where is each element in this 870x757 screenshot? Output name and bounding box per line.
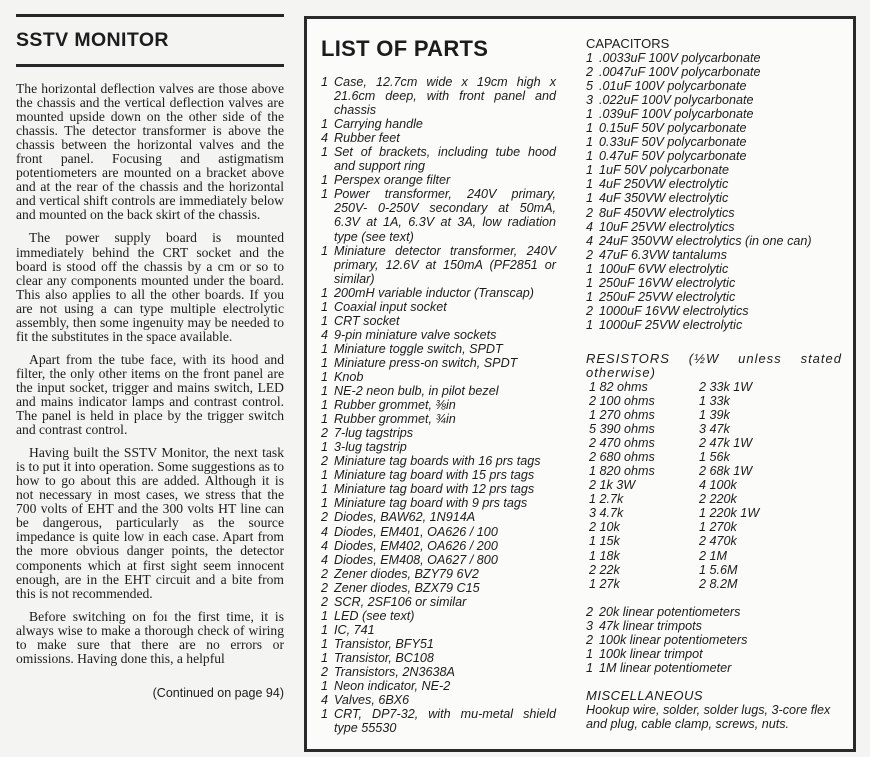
- item-quantity: 1: [321, 650, 329, 665]
- item-quantity: 1: [586, 646, 594, 661]
- list-item: [321, 665, 556, 679]
- resistor-entry: 2 22k: [589, 562, 620, 577]
- item-quantity: 2: [321, 426, 329, 441]
- list-item: [321, 342, 556, 356]
- article-column: [16, 14, 284, 700]
- list-item: [321, 553, 556, 567]
- resistor-entry: 2 680 ohms: [589, 450, 655, 465]
- resistor-entry: 2 220k: [699, 492, 737, 507]
- item-quantity: 1: [586, 191, 594, 206]
- list-item: [586, 647, 848, 661]
- misc-heading: MISCELLANEOUS: [586, 687, 704, 703]
- list-item: [321, 384, 556, 398]
- item-quantity: 4: [586, 219, 594, 234]
- item-description: 20k linear potentiometers: [599, 604, 741, 619]
- list-item: [586, 177, 848, 191]
- resistor-entry: 1 82 ohms: [589, 379, 648, 394]
- item-quantity: 1: [321, 384, 329, 399]
- resistor-entry: 1 56k: [699, 450, 730, 465]
- item-description: 250uF 16VW electrolytic: [599, 275, 736, 290]
- resistor-entry: 2 47k 1W: [699, 436, 753, 451]
- item-quantity: 4: [321, 538, 329, 553]
- item-quantity: 4: [321, 524, 329, 539]
- resistor-entry: 2 470 ohms: [589, 436, 655, 451]
- list-item: [586, 276, 848, 290]
- list-item: [586, 149, 848, 163]
- item-description: Power transformer, 240V primary, 250V- 0-250V secondary at 50mA, 6.3V at 1A, 6.3V at 3A, low radiation type (see text): [334, 187, 556, 244]
- item-quantity: 1: [321, 313, 329, 328]
- resistor-entry: 5 390 ohms: [589, 422, 655, 437]
- list-item: [321, 412, 556, 426]
- item-quantity: 2: [321, 566, 329, 581]
- item-description: 3-lug tagstrip: [334, 440, 407, 455]
- list-item: [321, 637, 556, 651]
- item-description: .0033uF 100V polycarbonate: [599, 51, 761, 65]
- item-quantity: 2: [321, 510, 329, 525]
- item-quantity: 1: [321, 285, 329, 300]
- item-description: 47k linear trimpots: [599, 618, 702, 633]
- item-description: Valves, 6BX6: [334, 693, 410, 708]
- item-quantity: 2: [586, 303, 594, 318]
- item-quantity: 1: [586, 135, 594, 150]
- item-quantity: 1: [321, 299, 329, 314]
- item-quantity: 2: [586, 247, 594, 262]
- item-description: 250uF 25VW electrolytic: [599, 289, 736, 304]
- item-description: CRT, DP7-32, with mu-metal shield type 55530: [334, 707, 556, 736]
- item-description: Diodes, EM401, OA626 / 100: [334, 524, 498, 539]
- resistor-entry: 1 27k: [589, 576, 620, 591]
- list-item: [586, 65, 848, 79]
- list-item: [586, 206, 848, 220]
- capacitors-heading: CAPACITORS: [586, 36, 670, 51]
- item-description: Diodes, EM408, OA627 / 800: [334, 552, 498, 567]
- list-item: [321, 525, 556, 539]
- item-description: Diodes, EM402, OA626 / 200: [334, 538, 498, 553]
- list-item: [586, 79, 848, 93]
- item-description: Neon indicator, NE-2: [334, 679, 451, 694]
- item-description: Miniature press-on switch, SPDT: [334, 355, 518, 370]
- item-description: Case, 12.7cm wide x 19cm high x 21.6cm deep, with front panel and chassis: [334, 75, 556, 118]
- list-item: [321, 468, 556, 482]
- item-description: 200mH variable inductor (Transcap): [334, 285, 534, 300]
- list-item: [586, 107, 848, 121]
- list-item: [586, 633, 848, 647]
- list-item: [586, 605, 848, 619]
- title-rule: [16, 64, 284, 67]
- list-item: [586, 135, 848, 149]
- item-description: Miniature tag boards with 16 prs tags: [334, 454, 541, 469]
- item-quantity: 2: [586, 604, 594, 619]
- item-description: 1M linear potentiometer: [599, 660, 732, 675]
- paragraph: The power supply board is mounted immediately behind the CRT socket and the board is stood off the chassis by a cm or so to clear any components mounted under the board. This also applies to all the other boards. If you are not using a can type multiple electrolytic assembly, then some ingenuity may be needed to fit the substitutes in the space available.: [16, 230, 284, 344]
- item-quantity: 2: [321, 664, 329, 679]
- item-description: .039uF 100V polycarbonate: [599, 107, 754, 122]
- item-quantity: 1: [586, 51, 594, 65]
- item-quantity: 1: [586, 660, 594, 675]
- list-item: [586, 234, 848, 248]
- parts-list: [321, 75, 556, 735]
- item-quantity: 1: [586, 149, 594, 164]
- item-quantity: 1: [586, 317, 594, 332]
- item-description: Carrying handle: [334, 117, 423, 132]
- resistor-entry: 2 33k 1W: [699, 379, 753, 394]
- list-item: [321, 707, 556, 735]
- item-description: 8uF 450VW electrolytics: [599, 205, 735, 220]
- item-description: Miniature tag board with 15 prs tags: [334, 468, 535, 483]
- item-quantity: 1: [586, 275, 594, 290]
- item-quantity: 4: [321, 693, 329, 708]
- list-item: [586, 121, 848, 135]
- item-quantity: 4: [321, 552, 329, 567]
- list-item: [321, 286, 556, 300]
- item-description: 100k linear trimpot: [599, 646, 703, 661]
- list-item: [321, 398, 556, 412]
- resistor-entry: 2 470k: [699, 534, 737, 549]
- list-item: [586, 661, 848, 675]
- resistor-entry: 2 1k 3W: [589, 478, 636, 493]
- item-description: Rubber grommet, ⅜in: [334, 398, 456, 413]
- item-description: Transistor, BC108: [334, 650, 434, 665]
- resistor-entry: 1 39k: [699, 408, 730, 423]
- paragraph: Before switching on foı the first time, it is always wise to make a thorough check of wiring to make sure that there are no errors or omissions. Having done this, a helpful: [16, 608, 284, 666]
- article-body: [16, 82, 284, 666]
- item-description: Knob: [334, 369, 364, 384]
- list-item: [586, 220, 848, 234]
- top-rule: [16, 14, 284, 17]
- item-quantity: 1: [321, 608, 329, 623]
- item-description: IC, 741: [334, 622, 375, 637]
- list-item: [321, 679, 556, 693]
- misc-text: Hookup wire, solder, solder lugs, 3-core flex and plug, cable clamp, screws, nuts.: [586, 702, 831, 731]
- item-description: .022uF 100V polycarbonate: [599, 93, 754, 108]
- list-item: [586, 163, 848, 177]
- list-item: [586, 619, 848, 633]
- item-quantity: 1: [586, 261, 594, 276]
- resistor-entry: 1 2.7k: [589, 492, 624, 507]
- list-item: [586, 248, 848, 262]
- item-quantity: 1: [321, 482, 329, 497]
- item-quantity: 1: [321, 468, 329, 483]
- item-description: .0047uF 100V polycarbonate: [599, 65, 761, 80]
- item-quantity: 1: [321, 75, 329, 89]
- components-column: [586, 37, 848, 731]
- paragraph: Having built the SSTV Monitor, the next task is to put it into operation. Some suggestions as to how to go about this are added. Although it is not necessary in most cases, we stress that the 700 volts of EHT and the 300 volts HT line can be dangerous, particularly as the source impedance is quite low in each case. Apart from the more obvious danger points, the detector components which at first sight seem innocent enough, are in the EHT circuit and a bite from this is not recommended.: [16, 445, 284, 601]
- list-item: [586, 93, 848, 107]
- resistors-heading: RESISTORS (½W unless stated otherwise): [586, 350, 842, 380]
- resistor-entry: 1 33k: [699, 393, 730, 408]
- item-quantity: 1: [321, 173, 329, 188]
- resistor-entry: 4 100k: [699, 478, 737, 493]
- list-item: [321, 454, 556, 468]
- list-item: [321, 314, 556, 328]
- paragraph: The horizontal deflection valves are those above the chassis and the vertical deflection valves are mounted upside down on the other side of the chassis. The detector transformer is above the chassis between the horizontal valves and the front panel. Focusing and astigmatism potentiometers are mounted on a bracket above and at the rear of the chassis and the horizontal and vertical shift controls are immediately below and mounted on the back skirt of the chassis.: [16, 81, 284, 223]
- item-quantity: 1: [321, 117, 329, 132]
- capacitor-list: [586, 51, 848, 332]
- list-item: [321, 595, 556, 609]
- item-description: 100k linear potentiometers: [599, 632, 748, 647]
- resistor-entry: 1 5.6M: [699, 562, 738, 577]
- list-item: [321, 426, 556, 440]
- item-description: 4uF 350VW electrolytic: [599, 191, 729, 206]
- list-item: [321, 300, 556, 314]
- item-description: 0.33uF 50V polycarbonate: [599, 135, 747, 150]
- item-quantity: 2: [321, 580, 329, 595]
- item-description: Miniature toggle switch, SPDT: [334, 341, 503, 356]
- item-description: Perspex orange filter: [334, 173, 451, 188]
- item-quantity: 3: [586, 93, 594, 108]
- item-quantity: 1: [321, 243, 329, 258]
- item-quantity: 1: [586, 107, 594, 122]
- list-item: [586, 262, 848, 276]
- list-item: [321, 440, 556, 454]
- resistor-entry: 2 8.2M: [699, 576, 738, 591]
- list-item: [321, 510, 556, 524]
- resistor-entry: 2 68k 1W: [699, 464, 753, 479]
- item-quantity: 1: [321, 398, 329, 413]
- item-description: 7-lug tagstrips: [334, 426, 414, 441]
- item-quantity: 2: [586, 632, 594, 647]
- item-description: Miniature tag board with 9 prs tags: [334, 496, 528, 511]
- item-description: 1uF 50V polycarbonate: [599, 163, 729, 178]
- list-item: [321, 187, 556, 243]
- continued-note: (Continued on page 94): [152, 685, 284, 700]
- item-quantity: 1: [586, 289, 594, 304]
- list-item: [321, 623, 556, 637]
- resistor-entry: 1 18k: [589, 548, 620, 563]
- item-quantity: 3: [586, 618, 594, 633]
- list-item: [586, 191, 848, 205]
- item-description: 24uF 350VW electrolytics (in one can): [599, 233, 812, 248]
- item-quantity: 1: [321, 369, 329, 384]
- item-description: 1000uF 25VW electrolytic: [599, 317, 743, 332]
- item-description: 1000uF 16VW electrolytics: [599, 303, 749, 318]
- item-description: LED (see text): [334, 608, 415, 623]
- item-description: 47uF 6.3VW tantalums: [599, 247, 727, 262]
- list-item: [586, 290, 848, 304]
- potentiometer-list: [586, 605, 848, 675]
- resistor-entry: 1 820 ohms: [589, 464, 655, 479]
- list-item: [321, 244, 556, 286]
- resistor-entry: 2 1M: [699, 548, 727, 563]
- item-quantity: 2: [586, 65, 594, 80]
- parts-column: [321, 33, 556, 735]
- item-description: 0.47uF 50V polycarbonate: [599, 149, 747, 164]
- resistor-entry: 1 220k 1W: [699, 506, 760, 521]
- item-description: 10uF 25VW electrolytics: [599, 219, 735, 234]
- item-quantity: 1: [321, 341, 329, 356]
- parts-title: LIST OF PARTS: [321, 36, 489, 61]
- item-description: Zener diodes, BZY79 6V2: [334, 566, 479, 581]
- parts-list-box: [304, 16, 856, 752]
- list-item: [321, 567, 556, 581]
- item-description: Miniature detector transformer, 240V primary, 12.6V at 150mA (PF2851 or similar): [334, 243, 556, 286]
- item-description: Transistors, 2N3638A: [334, 664, 455, 679]
- item-quantity: 1: [586, 177, 594, 192]
- resistor-entry: 2 100 ohms: [589, 393, 655, 408]
- resistor-entry: 1 270k: [699, 520, 737, 535]
- item-quantity: 1: [321, 707, 329, 722]
- item-description: CRT socket: [334, 313, 400, 328]
- list-item: [586, 304, 848, 318]
- item-quantity: 1: [321, 679, 329, 694]
- list-item: [321, 328, 556, 342]
- item-quantity: 1: [321, 440, 329, 455]
- list-item: [321, 496, 556, 510]
- resistor-entry: 1 15k: [589, 534, 620, 549]
- item-description: Rubber feet: [334, 131, 400, 146]
- item-quantity: 2: [586, 205, 594, 220]
- list-item: [321, 693, 556, 707]
- paragraph: Apart from the tube face, with its hood and filter, the only other items on the front panel are the input socket, trigger and mains switch, LED and mains indicator lamps and contrast control. The panel is held in place by the trigger switch and contrast control.: [16, 351, 284, 438]
- item-description: Zener diodes, BZX79 C15: [334, 580, 480, 595]
- item-quantity: 4: [586, 233, 594, 248]
- item-description: .01uF 100V polycarbonate: [599, 79, 747, 94]
- list-item: [321, 651, 556, 665]
- item-quantity: 4: [321, 327, 329, 342]
- item-quantity: 1: [321, 145, 329, 160]
- item-description: Rubber grommet, ¾in: [334, 412, 456, 427]
- list-item: [321, 609, 556, 623]
- resistor-entry: 1 270 ohms: [589, 408, 655, 423]
- list-item: [321, 581, 556, 595]
- item-description: 9-pin miniature valve sockets: [334, 327, 497, 342]
- list-item: [321, 173, 556, 187]
- list-item: [321, 131, 556, 145]
- item-quantity: 4: [321, 131, 329, 146]
- item-quantity: 2: [321, 594, 329, 609]
- item-description: Coaxial input socket: [334, 299, 447, 314]
- resistor-entry: 3 4.7k: [589, 506, 624, 521]
- item-description: Diodes, BAW62, 1N914A: [334, 510, 476, 525]
- list-item: [321, 539, 556, 553]
- item-quantity: 1: [586, 163, 594, 178]
- item-quantity: 1: [321, 187, 329, 202]
- item-quantity: 1: [321, 622, 329, 637]
- list-item: [321, 145, 556, 173]
- list-item: [321, 370, 556, 384]
- article-title: SSTV MONITOR: [16, 29, 169, 51]
- resistor-entry: 3 47k: [699, 422, 730, 437]
- item-description: 4uF 250VW electrolytic: [599, 177, 729, 192]
- item-quantity: 1: [321, 496, 329, 511]
- item-quantity: 1: [586, 121, 594, 136]
- list-item: [321, 117, 556, 131]
- resistor-entry: 2 10k: [589, 520, 620, 535]
- resistor-table: [589, 380, 848, 591]
- item-quantity: 2: [321, 454, 329, 469]
- item-description: Transistor, BFY51: [334, 636, 434, 651]
- item-quantity: 1: [321, 412, 329, 427]
- item-description: Miniature tag board with 12 prs tags: [334, 482, 535, 497]
- list-item: [321, 482, 556, 496]
- item-description: Set of brackets, including tube hood and support ring: [334, 145, 556, 174]
- list-item: [321, 75, 556, 117]
- list-item: [586, 51, 848, 65]
- item-quantity: 1: [321, 636, 329, 651]
- item-description: 0.15uF 50V polycarbonate: [599, 121, 747, 136]
- list-item: [586, 318, 848, 332]
- list-item: [321, 356, 556, 370]
- item-description: 100uF 6VW electrolytic: [599, 261, 729, 276]
- item-description: SCR, 2SF106 or similar: [334, 594, 467, 609]
- item-description: NE-2 neon bulb, in pilot bezel: [334, 384, 499, 399]
- item-quantity: 1: [321, 355, 329, 370]
- item-quantity: 5: [586, 79, 594, 94]
